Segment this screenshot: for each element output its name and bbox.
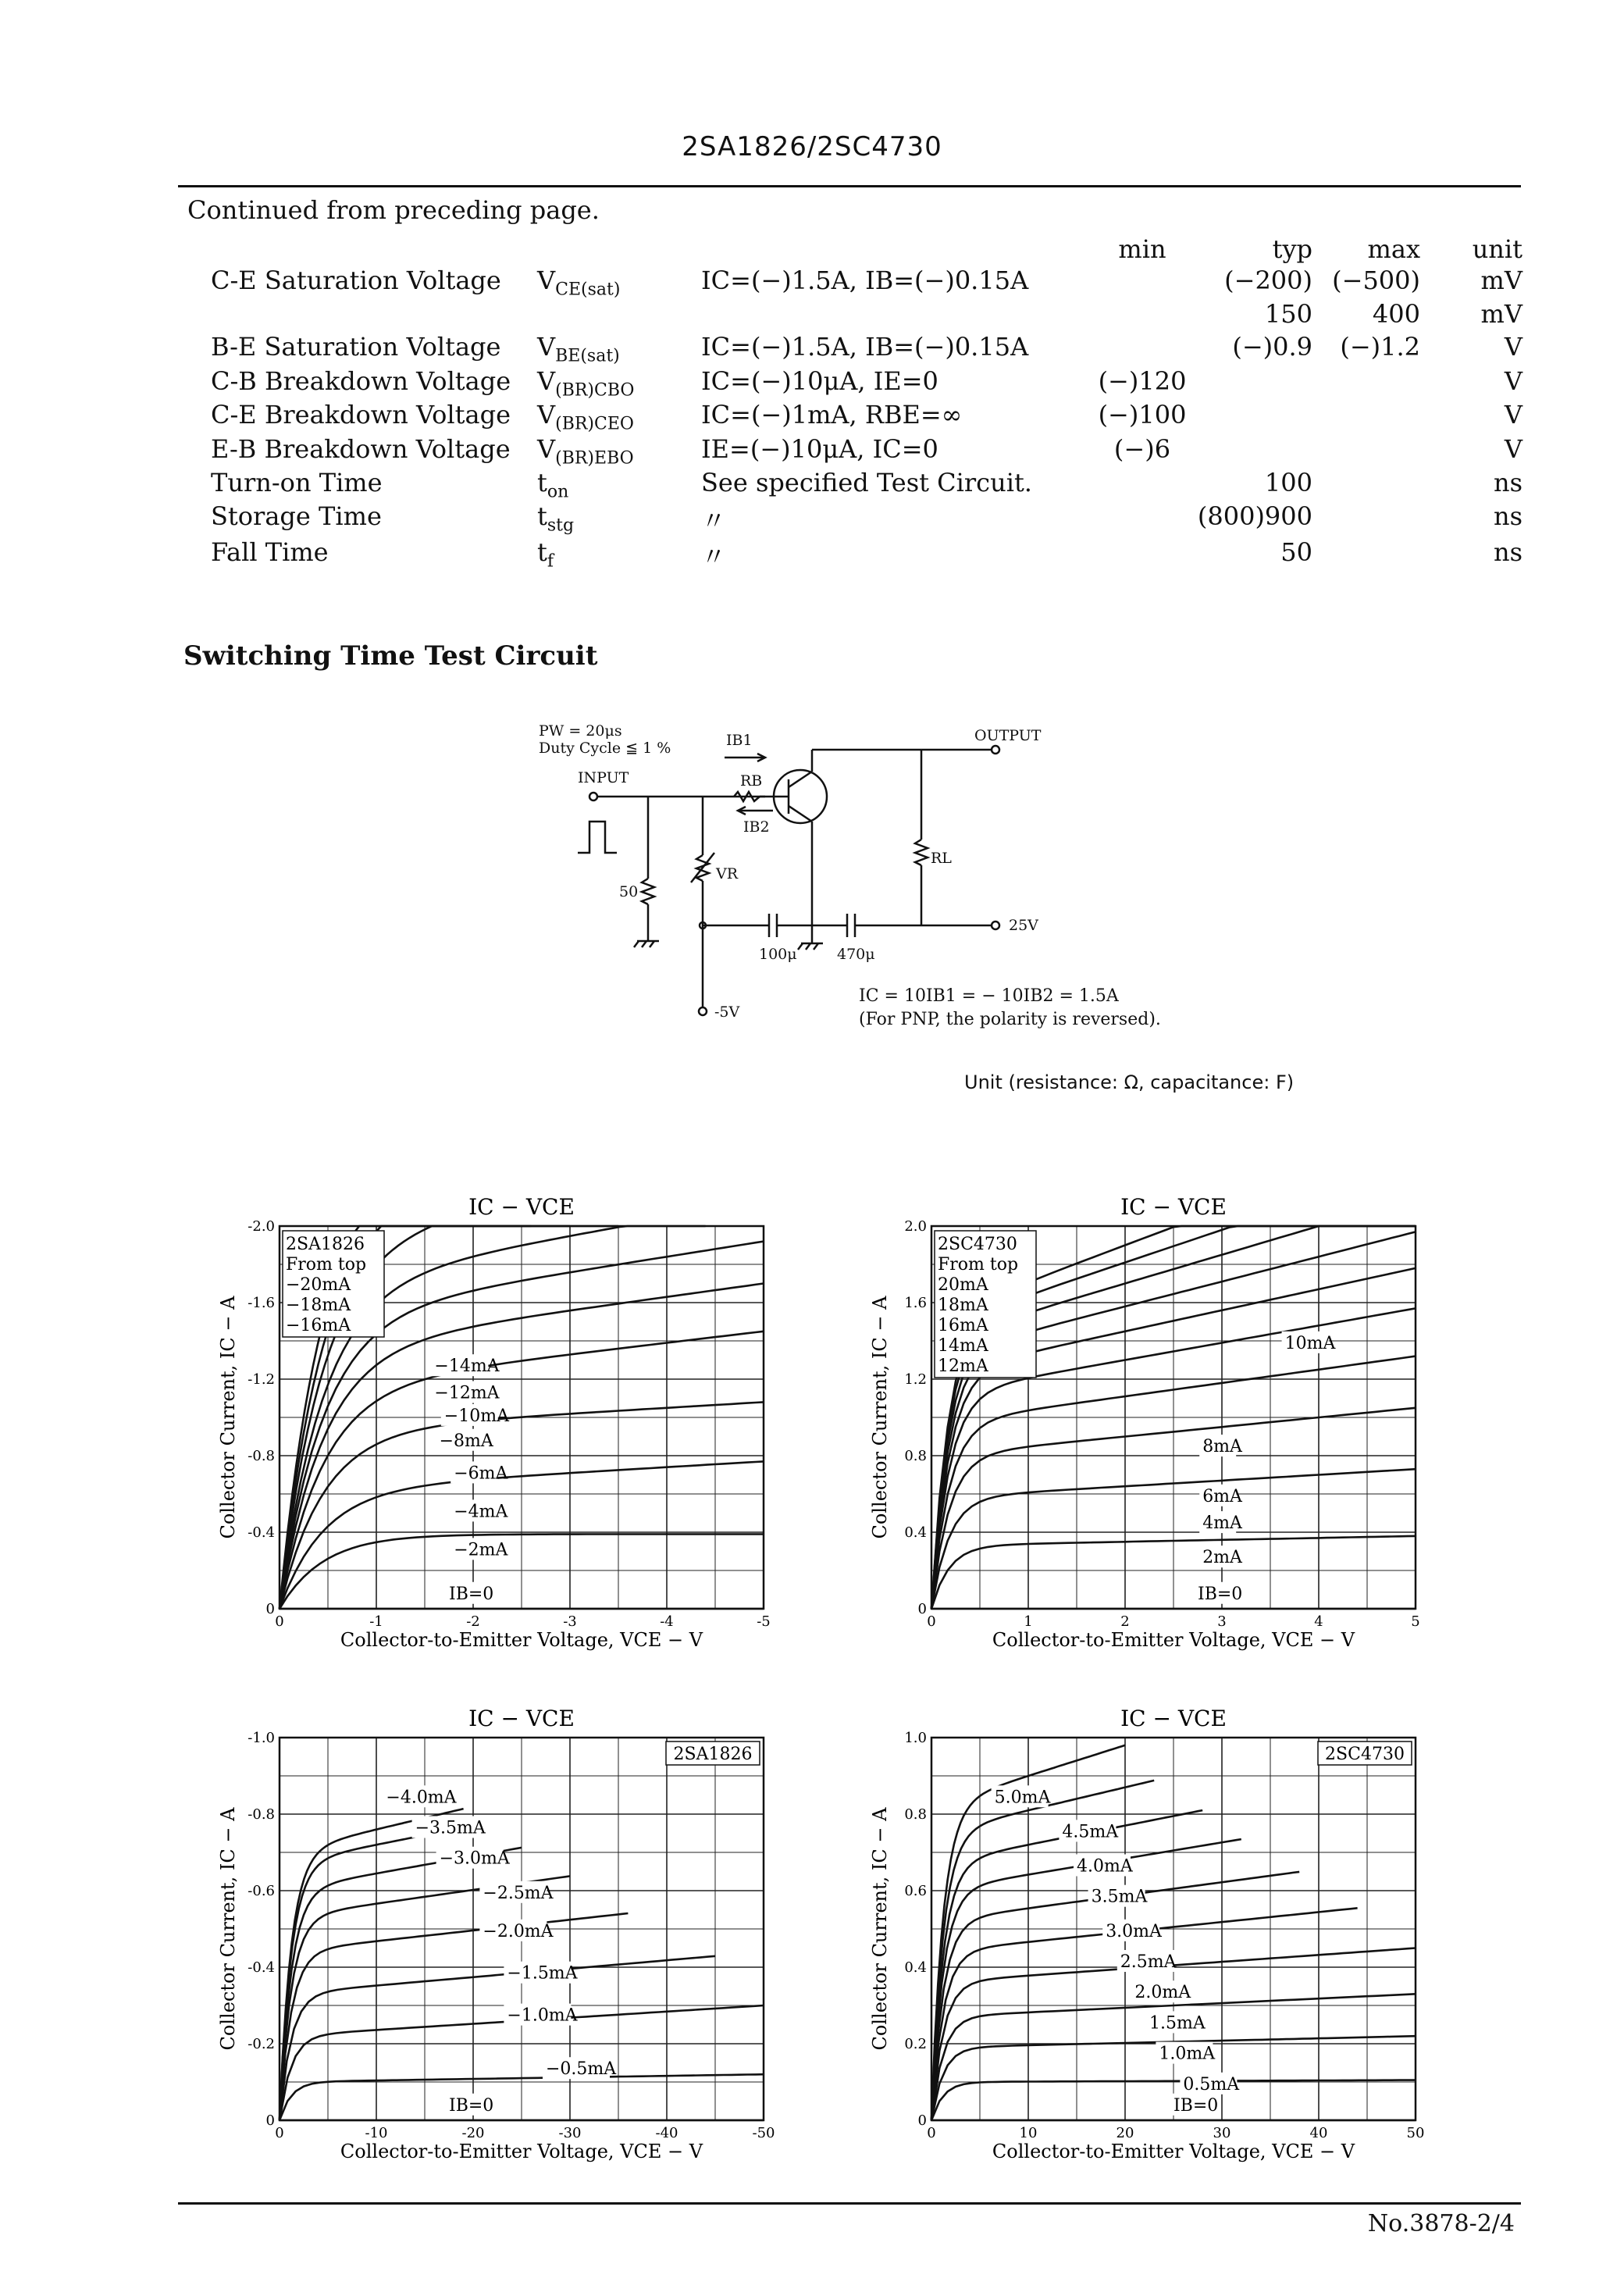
curve-label: −1.0mA bbox=[507, 2005, 578, 2026]
param-unit: V bbox=[1504, 365, 1522, 396]
param-name: Turn-on Time bbox=[211, 467, 383, 497]
y-tick: 0.4 bbox=[904, 1959, 927, 1976]
x-tick: -50 bbox=[752, 2125, 775, 2141]
param-condition: IC=(−)10μA, IE=0 bbox=[701, 365, 938, 396]
legend-entry: 20mA bbox=[938, 1275, 988, 1295]
param-min: (−)120 bbox=[1098, 365, 1187, 396]
curve-label: −4mA bbox=[454, 1502, 508, 1522]
x-tick: -10 bbox=[365, 2125, 388, 2141]
r50-label: 50 bbox=[619, 883, 639, 900]
chart-title: IC − VCE bbox=[1120, 1706, 1227, 1731]
vneg5-label: -5V bbox=[714, 1004, 740, 1021]
output-label: OUTPUT bbox=[974, 727, 1042, 744]
x-tick: 0 bbox=[275, 2125, 284, 2141]
x-tick: -4 bbox=[660, 1613, 674, 1630]
y-tick: -1.2 bbox=[248, 1371, 275, 1388]
curve-label: 4.0mA bbox=[1077, 1856, 1133, 1877]
param-name: C-B Breakdown Voltage bbox=[211, 365, 511, 396]
curve-label: IB=0 bbox=[449, 2095, 494, 2116]
y-tick: -1.0 bbox=[248, 1730, 275, 1746]
param-name: Storage Time bbox=[211, 501, 382, 532]
x-tick: 20 bbox=[1116, 2125, 1134, 2141]
chart-4-2sc4730-high bbox=[863, 1702, 1456, 2194]
x-tick: 0 bbox=[927, 1613, 936, 1630]
param-unit: V bbox=[1504, 332, 1522, 362]
curve-label: −2mA bbox=[454, 1540, 508, 1560]
y-tick: -0.4 bbox=[248, 1524, 275, 1541]
curve-label: −3.0mA bbox=[439, 1848, 510, 1869]
input-label: INPUT bbox=[578, 769, 629, 786]
curve-label: IB=0 bbox=[1198, 1584, 1243, 1604]
param-typ: 150 bbox=[1264, 299, 1312, 330]
param-max bbox=[1312, 434, 1420, 468]
param-symbol: $t_{on}$ bbox=[537, 467, 569, 502]
legend-entry: 16mA bbox=[938, 1316, 988, 1335]
param-min bbox=[1088, 468, 1197, 501]
switching-circuit-diagram bbox=[531, 718, 1234, 1046]
param-unit: mV bbox=[1480, 266, 1522, 295]
x-tick: -3 bbox=[563, 1613, 577, 1630]
curve-label: 4.5mA bbox=[1062, 1822, 1119, 1842]
spec-row bbox=[211, 537, 1530, 573]
curve-label: 2.0mA bbox=[1134, 1983, 1191, 2003]
param-min bbox=[1088, 501, 1197, 537]
param-condition: 〃 bbox=[701, 506, 727, 537]
curve-label: −12mA bbox=[434, 1383, 500, 1403]
col-min: min bbox=[1118, 234, 1166, 264]
param-name bbox=[211, 299, 537, 332]
x-tick: -30 bbox=[558, 2125, 582, 2141]
curve-label: −6mA bbox=[454, 1463, 508, 1484]
param-condition: IE=(−)10μA, IC=0 bbox=[701, 433, 938, 464]
y-tick: 0 bbox=[917, 1601, 927, 1617]
curve-label: −14mA bbox=[434, 1356, 500, 1377]
spec-row bbox=[211, 366, 1530, 400]
x-tick: 1 bbox=[1024, 1613, 1033, 1630]
param-symbol: $V_{BE(sat)}$ bbox=[537, 332, 620, 366]
param-max: (−)1.2 bbox=[1340, 332, 1420, 362]
y-tick: -0.6 bbox=[248, 1883, 275, 1899]
curve-label: −1.5mA bbox=[507, 1963, 578, 1984]
param-max bbox=[1312, 537, 1420, 573]
spec-row bbox=[211, 501, 1530, 537]
y-tick: 1.0 bbox=[904, 1730, 927, 1746]
curve-label: −2.0mA bbox=[483, 1921, 554, 1941]
y-tick: 1.2 bbox=[904, 1371, 927, 1388]
spec-row bbox=[211, 299, 1530, 332]
circuit-note-2: (For PNP, the polarity is reversed). bbox=[859, 1010, 1161, 1029]
duty-label: Duty Cycle ≦ 1 % bbox=[539, 740, 671, 757]
legend-entry: 18mA bbox=[938, 1296, 988, 1315]
param-typ: (800)900 bbox=[1197, 501, 1312, 532]
param-min bbox=[1088, 299, 1197, 332]
y-axis-label: Collector Current, IC − A bbox=[869, 1296, 891, 1539]
param-symbol: $V_{(BR)EBO}$ bbox=[537, 433, 634, 468]
x-axis-label: Collector-to-Emitter Voltage, VCE − V bbox=[992, 1629, 1355, 1651]
param-unit: mV bbox=[1480, 299, 1522, 330]
y-tick: -2.0 bbox=[248, 1218, 275, 1235]
param-name: Fall Time bbox=[211, 537, 329, 568]
param-symbol: $V_{(BR)CBO}$ bbox=[537, 365, 635, 401]
x-tick: 40 bbox=[1309, 2125, 1328, 2141]
x-tick: 30 bbox=[1213, 2125, 1231, 2141]
param-typ bbox=[1197, 400, 1312, 433]
y-tick: -0.8 bbox=[248, 1448, 275, 1464]
page-number: No.3878-2/4 bbox=[1367, 2210, 1515, 2237]
param-name: E-B Breakdown Voltage bbox=[211, 433, 511, 464]
c470-label: 470μ bbox=[837, 946, 875, 963]
param-typ bbox=[1197, 434, 1312, 468]
param-unit: V bbox=[1504, 433, 1522, 464]
spec-row bbox=[211, 332, 1530, 365]
param-symbol: $t_{stg}$ bbox=[537, 501, 575, 536]
y-tick: -1.6 bbox=[248, 1295, 275, 1311]
x-tick: -40 bbox=[655, 2125, 678, 2141]
y-tick: 0 bbox=[265, 2112, 275, 2129]
circuit-note-1: IC = 10IB1 = − 10IB2 = 1.5A bbox=[859, 986, 1119, 1006]
legend-entry: 2SA1826 bbox=[286, 1235, 365, 1254]
param-condition: See specified Test Circuit. bbox=[701, 467, 1032, 497]
y-tick: 0.8 bbox=[904, 1806, 927, 1823]
v25-label: 25V bbox=[1009, 917, 1038, 934]
legend-entry: −16mA bbox=[286, 1316, 351, 1335]
legend-entry: 14mA bbox=[938, 1336, 988, 1356]
x-tick: 2 bbox=[1120, 1613, 1130, 1630]
x-tick: 0 bbox=[275, 1613, 284, 1630]
spec-row bbox=[211, 468, 1530, 501]
y-tick: -0.8 bbox=[248, 1806, 275, 1823]
ib2-label: IB2 bbox=[743, 818, 770, 836]
param-unit: V bbox=[1504, 400, 1522, 430]
y-tick: 0.8 bbox=[904, 1448, 927, 1464]
param-name: C-E Breakdown Voltage bbox=[211, 400, 511, 430]
document-title: 2SA1826/2SC4730 bbox=[682, 131, 942, 162]
param-unit: ns bbox=[1493, 537, 1522, 568]
curve-label: 8mA bbox=[1202, 1437, 1242, 1457]
col-max: max bbox=[1367, 234, 1420, 264]
param-min bbox=[1088, 332, 1197, 365]
chart-title: IC − VCE bbox=[468, 1706, 575, 1731]
curve-label: 10mA bbox=[1284, 1333, 1336, 1353]
y-tick: 0 bbox=[265, 1601, 275, 1617]
header-rule bbox=[178, 185, 1521, 187]
curve-label: 0.5mA bbox=[1183, 2074, 1240, 2094]
c100-label: 100μ bbox=[759, 946, 797, 963]
curve-label: 4mA bbox=[1202, 1513, 1242, 1534]
chart-3-2sa1826-high bbox=[211, 1702, 804, 2194]
param-name: B-E Saturation Voltage bbox=[211, 332, 501, 362]
spec-row bbox=[211, 400, 1530, 433]
param-condition: 〃 bbox=[701, 542, 727, 572]
param-condition: IC=(−)1.5A, IB=(−)0.15A bbox=[701, 332, 1029, 362]
param-max bbox=[1312, 501, 1420, 537]
legend-entry: From top bbox=[938, 1255, 1019, 1274]
device-label: 2SA1826 bbox=[673, 1745, 753, 1764]
y-tick: 0.2 bbox=[904, 2036, 927, 2052]
param-typ: (−200) bbox=[1224, 266, 1312, 295]
curve-label: −3.5mA bbox=[415, 1818, 486, 1838]
x-axis-label: Collector-to-Emitter Voltage, VCE − V bbox=[992, 2141, 1355, 2162]
pw-label: PW = 20μs bbox=[539, 722, 622, 740]
curve-label: −0.5mA bbox=[546, 2059, 617, 2080]
circuit-title: Switching Time Test Circuit bbox=[183, 640, 598, 672]
x-tick: 4 bbox=[1314, 1613, 1323, 1630]
param-name: C-E Saturation Voltage bbox=[211, 266, 501, 295]
x-tick: 10 bbox=[1019, 2125, 1038, 2141]
chart-title: IC − VCE bbox=[1120, 1194, 1227, 1220]
footer-rule bbox=[178, 2202, 1521, 2205]
param-symbol: $V_{(BR)CEO}$ bbox=[537, 400, 634, 434]
param-symbol: $t_f$ bbox=[537, 537, 554, 572]
curve-label: 3.5mA bbox=[1091, 1887, 1148, 1907]
param-max bbox=[1312, 366, 1420, 400]
param-condition: IC=(−)1.5A, IB=(−)0.15A bbox=[701, 266, 1029, 295]
curve-label: 5.0mA bbox=[994, 1788, 1051, 1808]
x-tick: 5 bbox=[1411, 1613, 1420, 1630]
rb-label: RB bbox=[740, 772, 763, 790]
rl-label: RL bbox=[931, 850, 952, 867]
legend-entry: 12mA bbox=[938, 1356, 988, 1376]
x-tick: 0 bbox=[927, 2125, 936, 2141]
param-unit: ns bbox=[1493, 467, 1522, 497]
param-unit: ns bbox=[1493, 501, 1522, 532]
y-tick: -0.2 bbox=[248, 2036, 275, 2052]
param-typ: 100 bbox=[1264, 467, 1312, 497]
param-symbol bbox=[537, 299, 701, 332]
param-min bbox=[1088, 266, 1197, 299]
y-tick: 0.4 bbox=[904, 1524, 927, 1541]
legend-entry: 2SC4730 bbox=[938, 1235, 1017, 1254]
vr-label: VR bbox=[716, 865, 739, 882]
x-axis-label: Collector-to-Emitter Voltage, VCE − V bbox=[340, 1629, 703, 1651]
param-min: (−)100 bbox=[1098, 400, 1187, 430]
spec-row bbox=[211, 266, 1530, 299]
continued-note: Continued from preceding page. bbox=[187, 195, 600, 225]
y-tick: 0 bbox=[917, 2112, 927, 2129]
curve-label: 6mA bbox=[1202, 1486, 1242, 1506]
curve-label: 1.5mA bbox=[1149, 2013, 1206, 2034]
param-max: 400 bbox=[1372, 299, 1420, 330]
ib1-label: IB1 bbox=[726, 732, 753, 749]
param-condition bbox=[701, 299, 1088, 332]
param-min bbox=[1088, 537, 1197, 573]
param-min: (−)6 bbox=[1113, 433, 1171, 464]
curve-label: −4.0mA bbox=[386, 1788, 457, 1808]
curve-label: 2mA bbox=[1202, 1548, 1242, 1568]
y-tick: 1.6 bbox=[904, 1295, 927, 1311]
x-tick: 3 bbox=[1217, 1613, 1227, 1630]
chart-2-2sc4730-low bbox=[863, 1191, 1456, 1683]
curve-label: 1.0mA bbox=[1159, 2044, 1216, 2064]
y-tick: 2.0 bbox=[904, 1218, 927, 1235]
x-tick: -20 bbox=[461, 2125, 485, 2141]
y-tick: 0.6 bbox=[904, 1883, 927, 1899]
y-axis-label: Collector Current, IC − A bbox=[217, 1807, 239, 2051]
curve-line bbox=[280, 1956, 715, 2120]
legend-entry: From top bbox=[286, 1255, 367, 1274]
legend-entry: −20mA bbox=[286, 1275, 351, 1295]
col-typ: typ bbox=[1272, 234, 1312, 264]
spec-header-row bbox=[211, 234, 1530, 266]
param-max: (−500) bbox=[1332, 266, 1420, 295]
x-tick: 50 bbox=[1406, 2125, 1425, 2141]
param-typ: 50 bbox=[1280, 537, 1312, 568]
param-condition: IC=(−)1mA, RBE=∞ bbox=[701, 400, 963, 430]
y-tick: -0.4 bbox=[248, 1959, 275, 1976]
chart-1-2sa1826-low bbox=[211, 1191, 804, 1683]
curve-label: −8mA bbox=[439, 1431, 493, 1451]
curve-label: 2.5mA bbox=[1120, 1952, 1177, 1972]
x-tick: -1 bbox=[369, 1613, 383, 1630]
y-axis-label: Collector Current, IC − A bbox=[869, 1807, 891, 2051]
param-typ bbox=[1197, 366, 1312, 400]
param-symbol: $V_{CE(sat)}$ bbox=[537, 266, 621, 300]
curve-label: −2.5mA bbox=[483, 1883, 554, 1903]
device-label: 2SC4730 bbox=[1325, 1745, 1405, 1764]
legend-entry: −18mA bbox=[286, 1296, 351, 1315]
unit-note: Unit (resistance: Ω, capacitance: F) bbox=[964, 1071, 1295, 1093]
curve-label: 3.0mA bbox=[1106, 1921, 1162, 1941]
y-axis-label: Collector Current, IC − A bbox=[217, 1296, 239, 1539]
spec-row bbox=[211, 434, 1530, 468]
param-typ: (−)0.9 bbox=[1232, 332, 1312, 362]
x-tick: -2 bbox=[466, 1613, 480, 1630]
param-max bbox=[1312, 468, 1420, 501]
curve-label: IB=0 bbox=[449, 1584, 494, 1604]
x-axis-label: Collector-to-Emitter Voltage, VCE − V bbox=[340, 2141, 703, 2162]
curve-label: IB=0 bbox=[1173, 2095, 1219, 2116]
spec-table bbox=[211, 234, 1530, 573]
x-tick: -5 bbox=[757, 1613, 771, 1630]
param-max bbox=[1312, 400, 1420, 433]
col-unit: unit bbox=[1472, 234, 1522, 264]
curve-label: −10mA bbox=[443, 1406, 509, 1426]
chart-title: IC − VCE bbox=[468, 1194, 575, 1220]
